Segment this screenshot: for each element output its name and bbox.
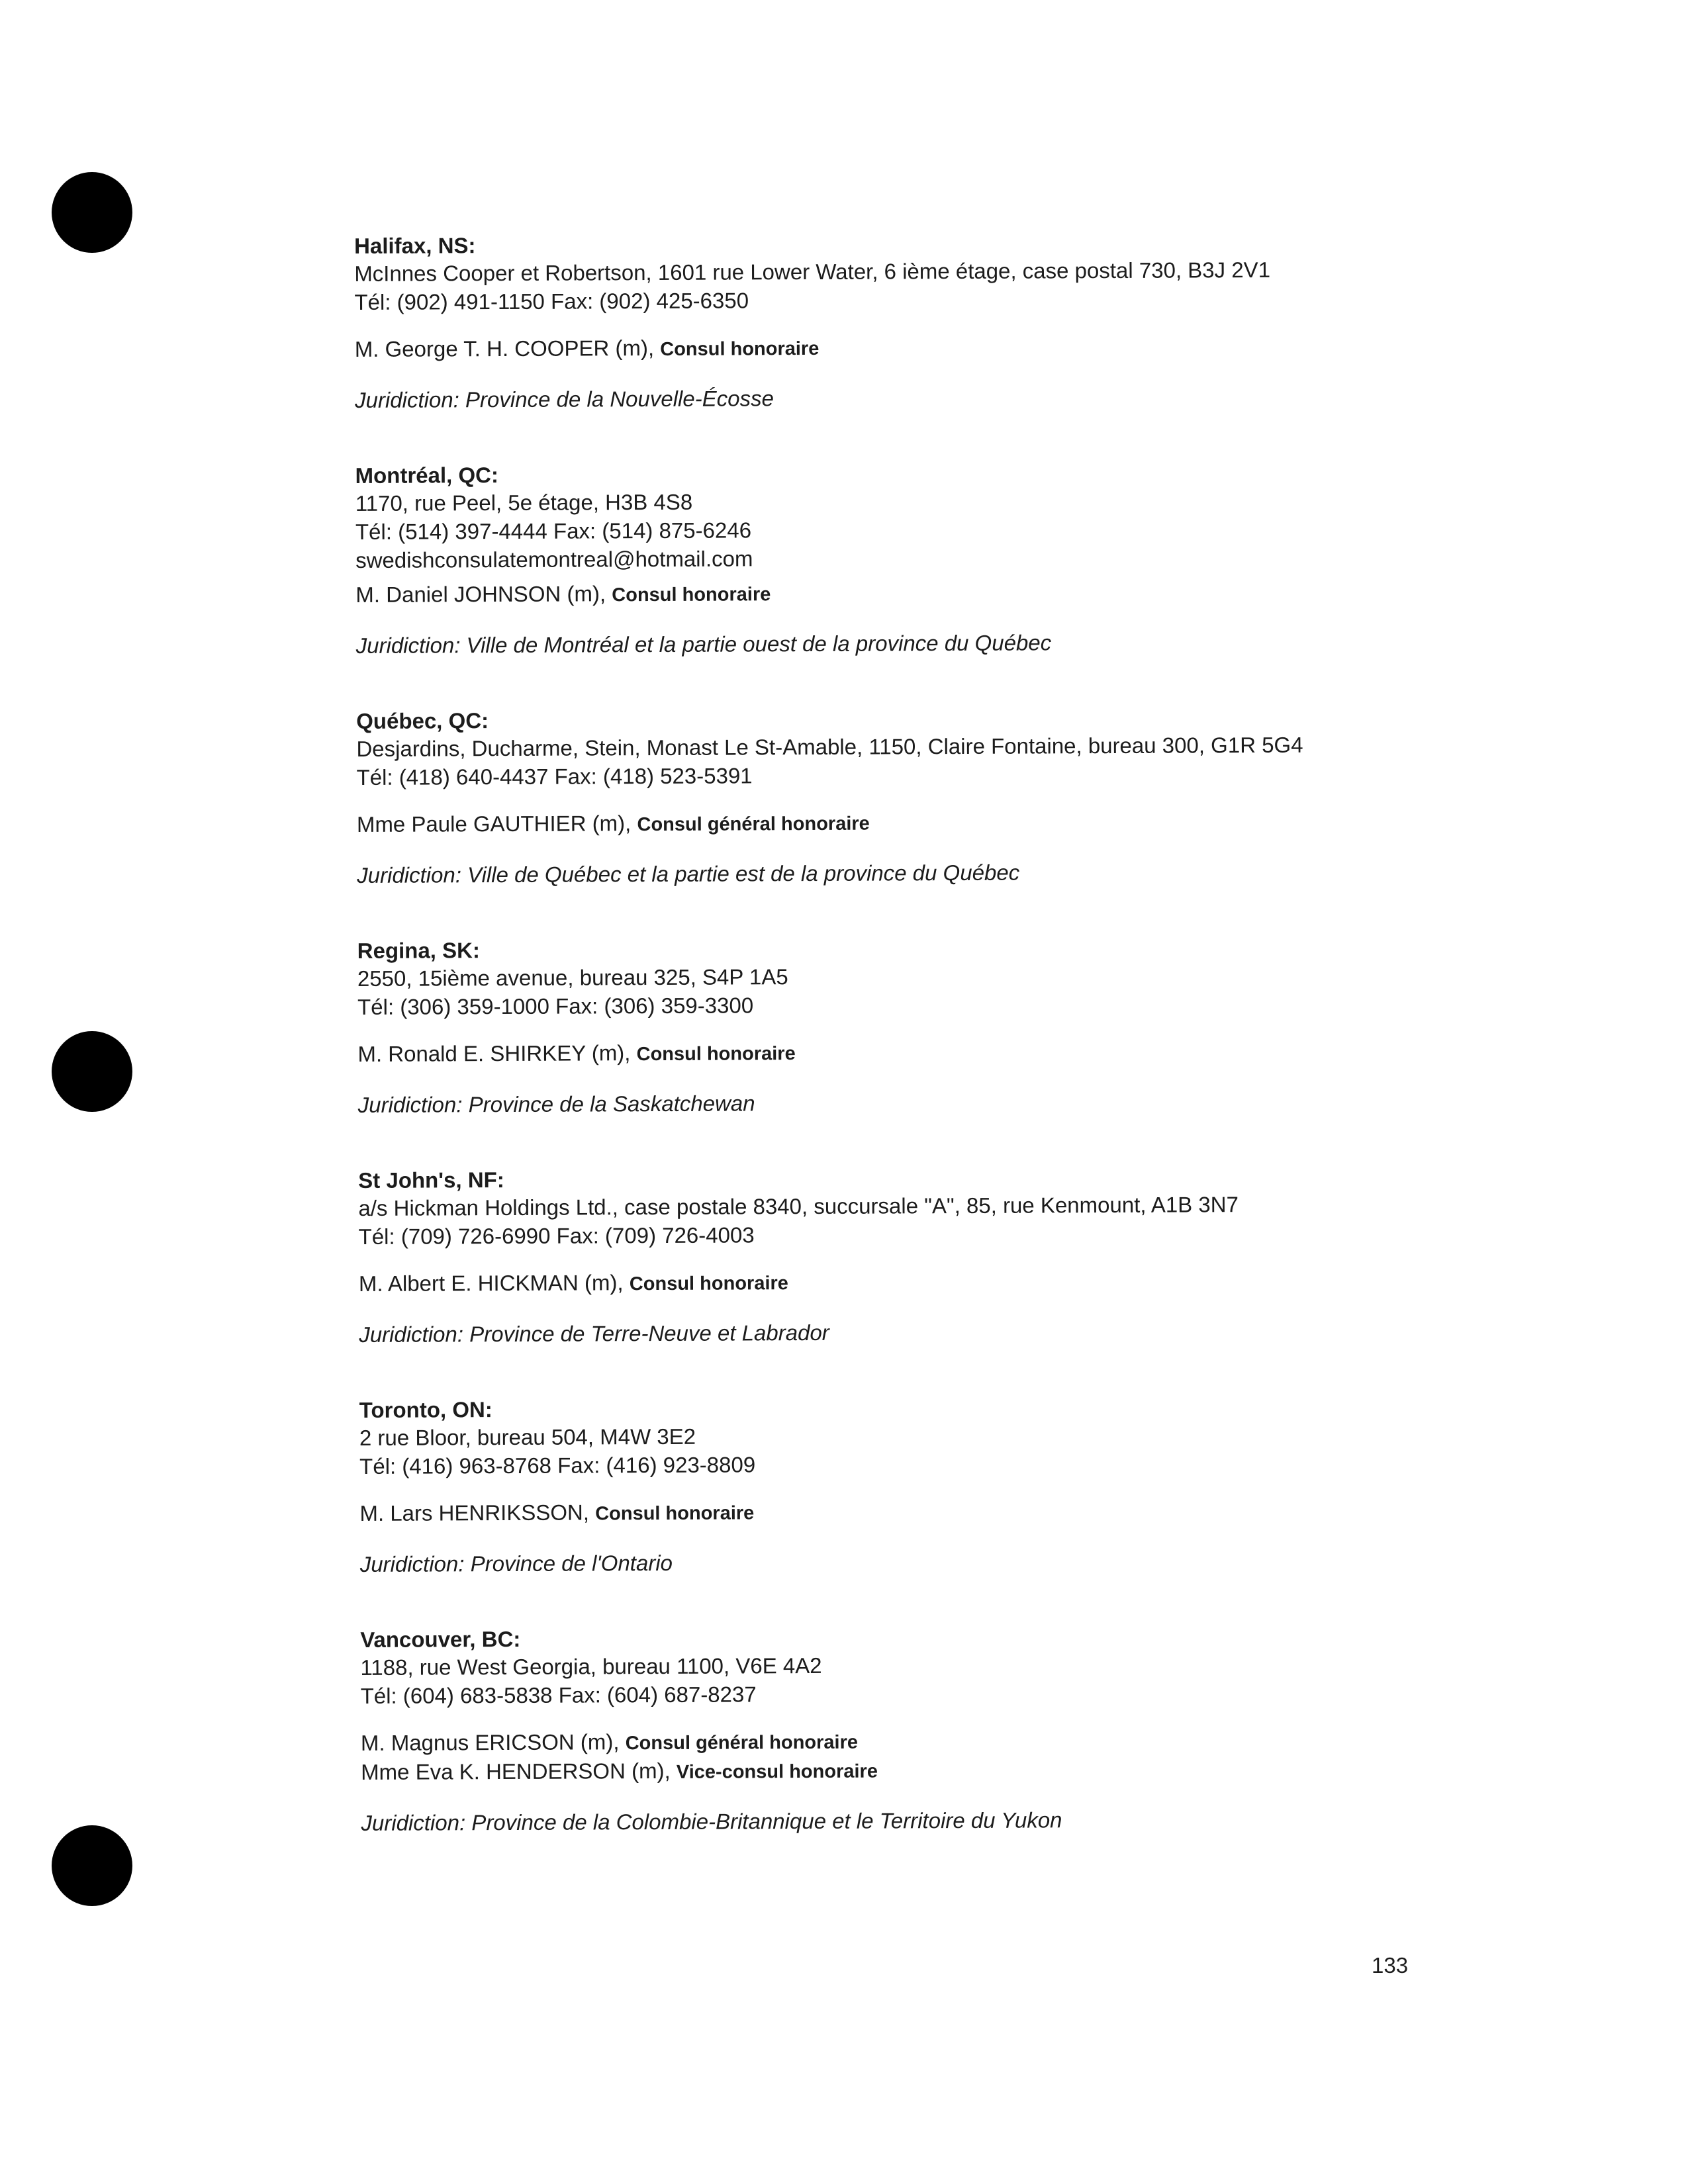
contact-list	[361, 1725, 1420, 1788]
address-line: 2 rue Bloor, bureau 504, M4W 3E2	[359, 1424, 696, 1450]
address-line: Desjardins, Ducharme, Stein, Monast Le St-Amable, 1150, Claire Fontaine, bureau 300, G1R 5G4	[356, 732, 1303, 761]
jurisdiction: Juridiction: Province de la Saskatchewan	[357, 1091, 755, 1117]
contact-line	[361, 1754, 1420, 1788]
consulate-entry-regina	[357, 933, 1417, 1118]
phone-fax-line: Tél: (306) 359-1000 Fax: (306) 359-3300	[357, 993, 754, 1019]
address-line: 2550, 15ième avenue, bureau 325, S4P 1A5	[357, 964, 788, 991]
contact-line	[359, 1265, 1418, 1299]
phone-fax-line: Tél: (902) 491-1150 Fax: (902) 425-6350	[354, 288, 749, 314]
city-heading: Vancouver, BC:	[360, 1626, 521, 1652]
contact-title: Consul général honoraire	[637, 813, 870, 836]
city-heading: Toronto, ON:	[359, 1397, 492, 1422]
contact-name: Mme Eva K. HENDERSON (m),	[361, 1758, 677, 1784]
consulate-entry-toronto	[359, 1392, 1419, 1578]
city-heading: Halifax, NS:	[354, 233, 476, 258]
phone-fax-line: Tél: (709) 726-6990 Fax: (709) 726-4003	[358, 1222, 755, 1249]
contact-name: M. George T. H. COOPER (m),	[354, 335, 661, 361]
contact-line	[357, 1036, 1417, 1069]
contact-list	[357, 1036, 1417, 1069]
contact-title: Consul général honoraire	[625, 1731, 859, 1754]
consulate-entry-vancouver	[360, 1622, 1420, 1837]
punch-hole	[52, 1825, 132, 1906]
jurisdiction: Juridiction: Province de Terre-Neuve et Labrador	[359, 1320, 829, 1347]
jurisdiction: Juridiction: Ville de Montréal et la partie ouest de la province du Québec	[355, 630, 1052, 658]
phone-fax-line: Tél: (416) 963-8768 Fax: (416) 923-8809	[359, 1452, 756, 1479]
consulate-entry-halifax	[354, 228, 1414, 414]
punch-hole	[52, 172, 132, 253]
punch-hole	[52, 1031, 132, 1112]
city-heading: St John's, NF:	[358, 1167, 504, 1193]
contact-title: Consul honoraire	[612, 584, 771, 606]
address-line: 1188, rue West Georgia, bureau 1100, V6E 4A2	[360, 1653, 822, 1680]
contact-line	[359, 1495, 1419, 1529]
contact-name: M. Ronald E. SHIRKEY (m),	[357, 1040, 637, 1066]
contact-title: Consul honoraire	[660, 338, 820, 360]
contact-line	[355, 576, 1415, 610]
address-line: a/s Hickman Holdings Ltd., case postale 8340, succursale "A", 85, rue Kenmount, A1B 3N7	[358, 1192, 1239, 1220]
contact-line	[361, 1725, 1420, 1758]
city-heading: Montréal, QC:	[355, 463, 499, 488]
consulate-entry-st-johns	[358, 1163, 1418, 1348]
phone-fax-line: Tél: (604) 683-5838 Fax: (604) 687-8237	[360, 1682, 757, 1708]
contact-name: M. Albert E. HICKMAN (m),	[358, 1270, 630, 1296]
contact-list	[359, 1495, 1419, 1529]
contact-list	[359, 1265, 1418, 1299]
phone-fax-line: Tél: (514) 397-4444 Fax: (514) 875-6246	[355, 518, 752, 544]
jurisdiction: Juridiction: Province de la Nouvelle-Écosse	[355, 386, 774, 412]
contact-title: Vice-consul honoraire	[676, 1760, 878, 1783]
contact-title: Consul honoraire	[636, 1043, 796, 1066]
contact-list	[355, 331, 1414, 365]
contact-name: M. Daniel JOHNSON (m),	[355, 581, 612, 607]
contact-line	[355, 331, 1414, 365]
contact-list	[355, 576, 1415, 610]
consulate-entry-montreal	[355, 458, 1415, 659]
contact-line	[357, 806, 1416, 840]
page-number: 133	[1372, 1953, 1409, 1978]
contact-name: M. Magnus ERICSON (m),	[360, 1729, 626, 1755]
address-line: McInnes Cooper et Robertson, 1601 rue Lower Water, 6 ième étage, case postal 730, B3J 2V1	[354, 257, 1271, 286]
contact-title: Consul honoraire	[629, 1273, 788, 1295]
address-line: 1170, rue Peel, 5e étage, H3B 4S8	[355, 489, 693, 516]
contact-name: M. Lars HENRIKSSON,	[359, 1500, 596, 1525]
consulate-entry-quebec	[356, 704, 1416, 889]
jurisdiction: Juridiction: Province de l'Ontario	[359, 1550, 673, 1576]
jurisdiction: Juridiction: Ville de Québec et la partie est de la province du Québec	[357, 860, 1020, 887]
city-heading: Regina, SK:	[357, 938, 481, 963]
contact-title: Consul honoraire	[595, 1502, 755, 1525]
email-line: swedishconsulatemontreal@hotmail.com	[355, 546, 753, 572]
city-heading: Québec, QC:	[356, 708, 489, 733]
consulate-listing	[354, 228, 1421, 1837]
contact-list	[357, 806, 1416, 840]
jurisdiction: Juridiction: Province de la Colombie-Britannique et le Territoire du Yukon	[361, 1807, 1062, 1835]
contact-name: Mme Paule GAUTHIER (m),	[356, 811, 637, 837]
phone-fax-line: Tél: (418) 640-4437 Fax: (418) 523-5391	[356, 763, 753, 790]
